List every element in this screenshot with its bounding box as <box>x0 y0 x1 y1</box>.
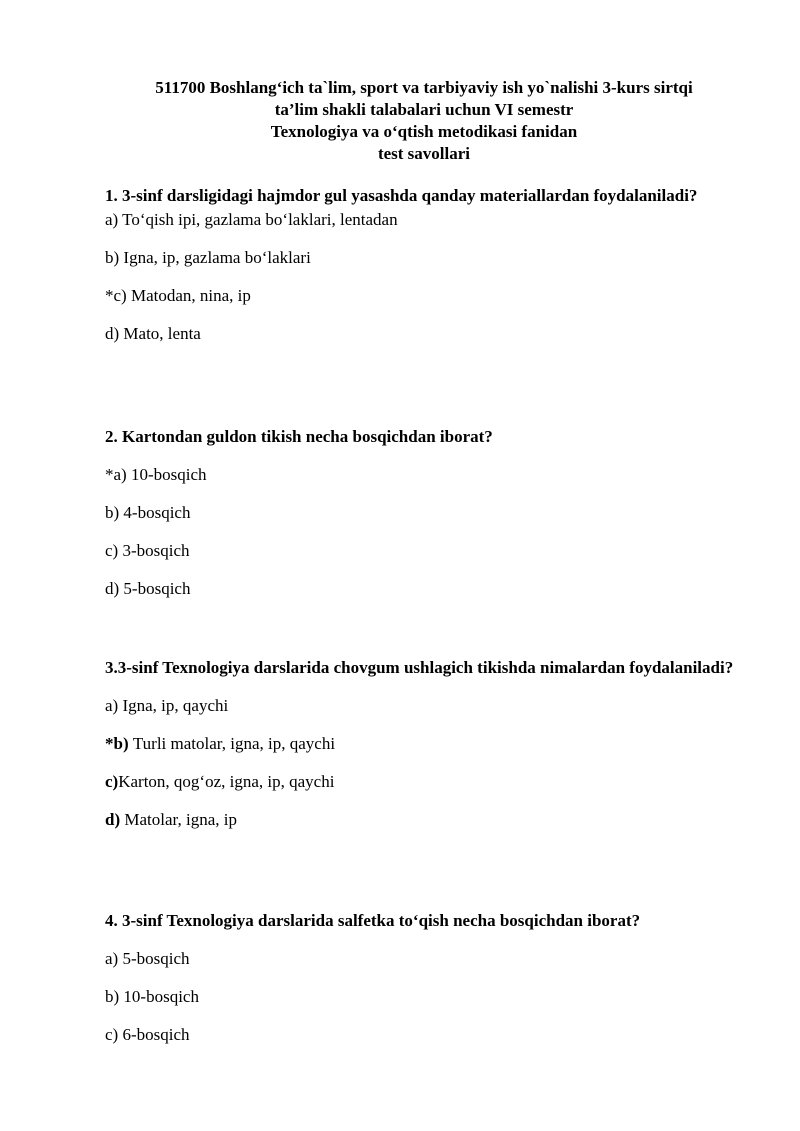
question-3 <box>105 657 743 831</box>
option-text: Igna, ip, gazlama bo‘laklari <box>123 248 311 267</box>
answer-option-d <box>105 578 743 600</box>
option-label: d) <box>105 324 124 343</box>
header-line-1: 511700 Boshlang‘ich ta`lim, sport va tarbiyaviy ish yo`nalishi 3-kurs sirtqi <box>155 78 693 97</box>
question-2 <box>105 426 743 600</box>
option-text: 5-bosqich <box>122 949 190 968</box>
option-label: a) <box>105 949 123 968</box>
header-line-4: test savollari <box>377 144 471 163</box>
answer-option-c <box>105 285 743 307</box>
option-text: 4-bosqich <box>123 503 191 522</box>
option-label: a) <box>105 210 123 229</box>
option-label: d) <box>105 579 124 598</box>
option-label: c) <box>105 541 123 560</box>
option-text: To‘qish ipi, gazlama bo‘laklari, lentadan <box>122 210 398 229</box>
option-text: 3-bosqich <box>122 541 190 560</box>
answer-option-c <box>105 771 743 793</box>
answer-option-a <box>105 695 743 717</box>
question-title: 1. 3-sinf darsligidagi hajmdor gul yasashda qanday materiallardan foydalaniladi? <box>105 186 698 205</box>
answer-option-b <box>105 733 743 755</box>
option-text: Matolar, igna, ip <box>124 810 237 829</box>
header-line-3: Texnologiya va o‘qtish metodikasi fanidan <box>270 122 578 141</box>
answer-option-b <box>105 502 743 524</box>
option-label: b) <box>105 503 124 522</box>
option-text: Turli matolar, igna, ip, qaychi <box>132 734 336 753</box>
option-label: b) <box>105 987 124 1006</box>
answer-option-c <box>105 1024 743 1046</box>
option-text: Mato, lenta <box>123 324 201 343</box>
question-4 <box>105 910 743 1046</box>
answer-option-a <box>105 948 743 970</box>
answer-option-b <box>105 247 743 269</box>
question-title: 4. 3-sinf Texnologiya darslarida salfetka to‘qish necha bosqichdan iborat? <box>105 911 641 930</box>
option-text: 5-bosqich <box>123 579 191 598</box>
option-label: *a) <box>105 465 131 484</box>
option-label: d) <box>105 810 125 829</box>
answer-option-a <box>105 464 743 486</box>
option-text: 6-bosqich <box>122 1025 190 1044</box>
option-label: c) <box>105 1025 123 1044</box>
option-label: c) <box>105 772 119 791</box>
header-line-2: ta’lim shakli talabalari uchun VI semestr <box>274 100 574 119</box>
answer-option-a <box>105 209 743 231</box>
question-title: 3.3-sinf Texnologiya darslarida chovgum ushlagich tikishda nimalardan foydalaniladi? <box>105 658 734 677</box>
option-text: Matodan, nina, ip <box>130 286 251 305</box>
answer-option-d <box>105 809 743 831</box>
document-header <box>105 77 743 165</box>
option-text: Karton, qog‘oz, igna, ip, qaychi <box>118 772 335 791</box>
option-label: *c) <box>105 286 131 305</box>
answer-option-d <box>105 323 743 345</box>
question-1 <box>105 185 743 345</box>
option-text: Igna, ip, qaychi <box>122 696 229 715</box>
option-label: a) <box>105 696 123 715</box>
option-label: *b) <box>105 734 133 753</box>
answer-option-b <box>105 986 743 1008</box>
option-label: b) <box>105 248 124 267</box>
question-title: 2. Kartondan guldon tikish necha bosqichdan iborat? <box>105 427 493 446</box>
option-text: 10-bosqich <box>130 465 207 484</box>
answer-option-c <box>105 540 743 562</box>
option-text: 10-bosqich <box>123 987 199 1006</box>
